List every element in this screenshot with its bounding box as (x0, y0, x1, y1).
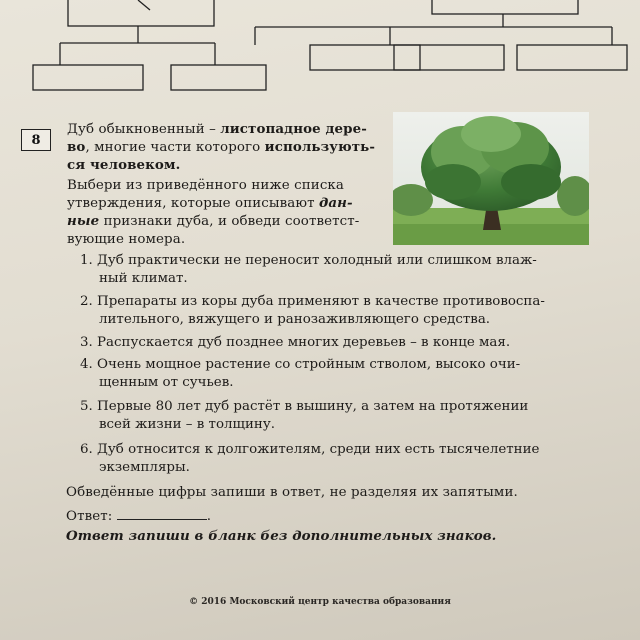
list-item: 2. Препараты из коры дуба применяют в качестве противовоспа- (80, 294, 545, 309)
instruction-line-2: утверждения, которые описывают дан- (67, 195, 353, 211)
answer-note: Ответ запиши в бланк без дополнительных знаков. (66, 528, 497, 544)
scheme-box-1 (33, 65, 143, 90)
intro-line-1: Дуб обыкновенный – листопадное дере- (67, 121, 367, 137)
answer-label: Ответ: (66, 509, 113, 524)
scheme-diagram (0, 0, 640, 110)
list-item: 5. Первые 80 лет дуб растёт в вышину, а затем на протяжении (80, 399, 529, 414)
list-item: 1. Дуб практически не переносит холодный или слишком влаж- (80, 253, 537, 268)
list-item-cont: щенным от сучьев. (99, 375, 234, 390)
list-item: 6. Дуб относится к долгожителям, среди них есть тысячелетние (80, 442, 540, 457)
scheme-box-4 (394, 45, 504, 70)
scheme-box-top-right (432, 0, 578, 14)
list-item-cont: экземпляры. (99, 460, 190, 475)
scheme-box-3 (310, 45, 420, 70)
list-item-cont: всей жизни – в толщину. (99, 417, 275, 432)
list-item-cont: лительного, вяжущего и ранозаживляющего средства. (99, 312, 491, 327)
answer-field[interactable] (117, 507, 207, 520)
answer-instruction: Обведённые цифры запиши в ответ, не разделяя их запятыми. (66, 485, 518, 500)
instruction-line-1: Выбери из приведённого ниже списка (67, 178, 344, 193)
instruction-line-4: вующие номера. (67, 232, 186, 247)
task-number: 8 (21, 129, 51, 151)
list-item: 3. Распускается дуб позднее многих деревьев – в конце мая. (80, 335, 511, 350)
answer-row: Ответ: . (66, 509, 212, 524)
instruction-line-3: ные признаки дуба, и обведи соответст- (67, 213, 360, 229)
scheme-box-2 (171, 65, 266, 90)
oak-tree-photo (393, 112, 589, 245)
scheme-box-5 (517, 45, 627, 70)
intro-line-3: ся человеком. (67, 157, 181, 173)
copyright-footer: © 2016 Московский центр качества образования (189, 597, 451, 607)
list-item: 4. Очень мощное растение со стройным стволом, высоко очи- (80, 357, 521, 372)
scheme-box-top-left (68, 0, 214, 26)
intro-line-2: во, многие части которого использують- (67, 139, 376, 155)
list-item-cont: ный климат. (99, 271, 188, 286)
